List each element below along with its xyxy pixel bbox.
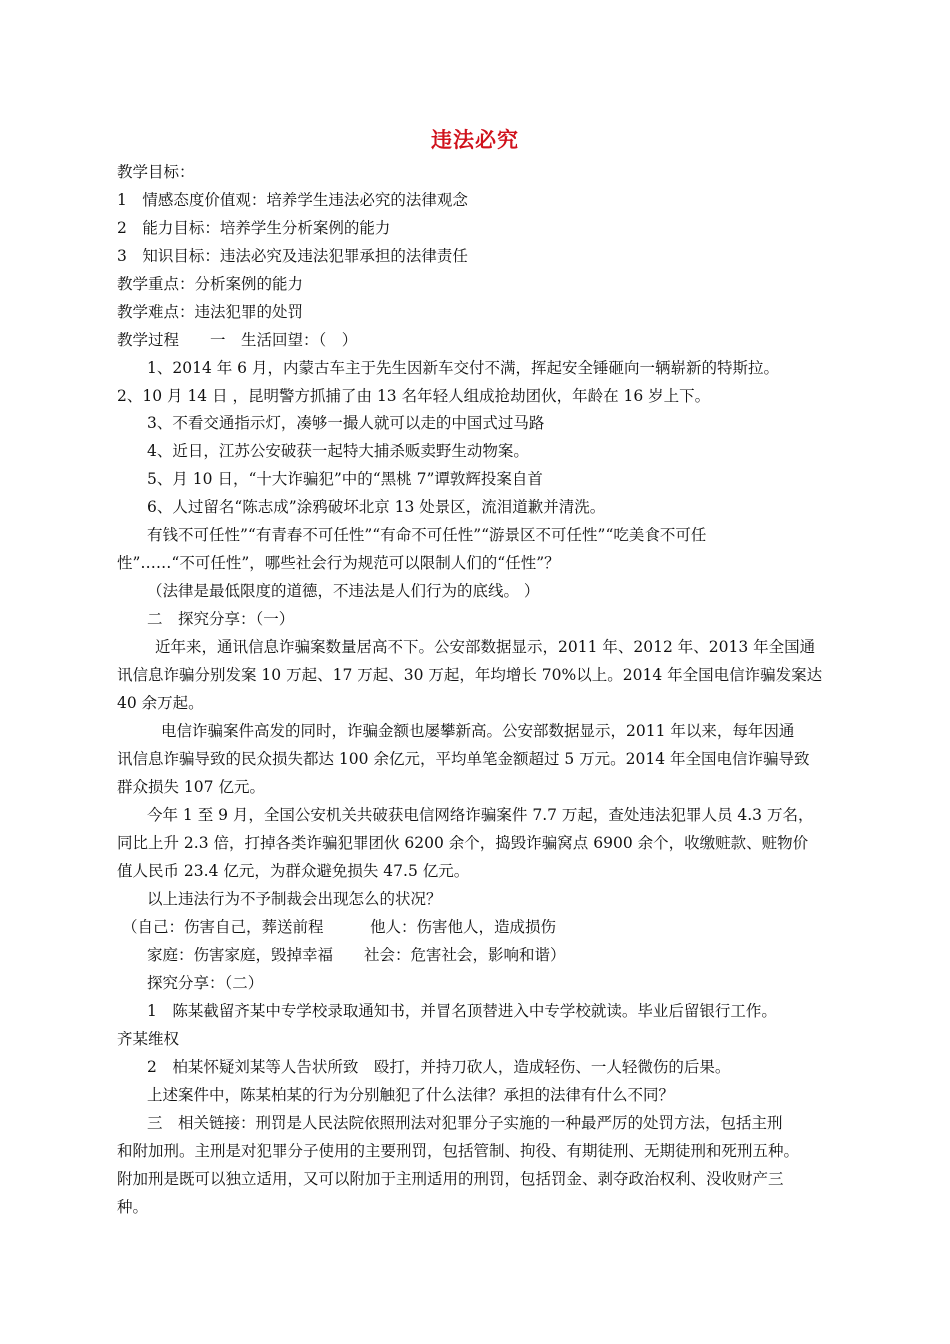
text-line: 3 知识目标：违法必究及违法犯罪承担的法律责任 [117, 247, 468, 265]
text-line: 同比上升 2.3 倍，打掉各类诈骗犯罪团伙 6200 余个，捣毁诈骗窝点 6900 余个，收缴赃款、赃物价 [117, 834, 809, 852]
text-line: 二 探究分享：（一） [147, 610, 295, 628]
text-line: 4、近日，江苏公安破获一起特大捕杀贩卖野生动物案。 [147, 442, 529, 460]
text-line: 5、月 10 日，“十大诈骗犯”中的“黑桃 7”谭敦辉投案自首 [147, 470, 543, 488]
text-line: 1 陈某截留齐某中专学校录取通知书，并冒名顶替进入中专学校就读。毕业后留银行工作。 [147, 1002, 777, 1020]
text-line: 家庭：伤害家庭，毁掉幸福 社会：危害社会，影响和谐） [147, 946, 566, 964]
text-line: 3、不看交通指示灯，凑够一撮人就可以走的中国式过马路 [147, 414, 545, 432]
text-line: 三 相关链接：刑罚是人民法院依照刑法对犯罪分子实施的一种最严厉的处罚方法，包括主刑 [147, 1114, 783, 1132]
text-line: （自己：伤害自己，葬送前程 他人：伤害他人，造成损伤 [122, 918, 557, 936]
text-line: 6、人过留名“陈志成”涂鸦破坏北京 13 处景区，流泪道歉并清洗。 [147, 498, 606, 516]
text-line: 教学目标： [117, 163, 195, 181]
document-title: 违法必究 [431, 128, 519, 152]
text-line: 讯信息诈骗导致的民众损失都达 100 余亿元，平均单笔金额超过 5 万元。2014 年全国电信诈骗导致 [117, 750, 810, 768]
text-line: 种。 [117, 1198, 149, 1216]
text-line: 2 能力目标：培养学生分析案例的能力 [117, 219, 391, 237]
text-line: 2 柏某怀疑刘某等人告状所致 殴打，并持刀砍人，造成轻伤、一人轻微伤的后果。 [147, 1058, 731, 1076]
text-line: 和附加刑。主刑是对犯罪分子使用的主要刑罚，包括管制、拘役、有期徒刑、无期徒刑和死刑五种。 [117, 1142, 800, 1160]
text-line: 齐某维权 [117, 1030, 180, 1048]
text-line: 今年 1 至 9 月，全国公安机关共破获电信网络诈骗案件 7.7 万起，查处违法犯罪人员 4.3 万名， [147, 806, 814, 824]
text-line: 1 情感态度价值观：培养学生违法必究的法律观念 [117, 191, 468, 209]
text-line: 讯信息诈骗分别发案 10 万起、17 万起、30 万起，年均增长 70%以上。2014 年全国电信诈骗发案达 [117, 666, 823, 684]
text-line: 附加刑是既可以独立适用，又可以附加于主刑适用的刑罚，包括罚金、剥夺政治权利、没收财产三 [117, 1170, 784, 1188]
text-line: 群众损失 107 亿元。 [117, 778, 265, 796]
text-line: 以上违法行为不予制裁会出现怎么的状况？ [147, 890, 442, 908]
text-line: 教学难点：违法犯罪的处罚 [117, 303, 304, 321]
text-line: 值人民币 23.4 亿元，为群众避免损失 47.5 亿元。 [117, 862, 470, 880]
text-line: 有钱不可任性”“有青春不可任性”“有命不可任性”“游景区不可任性”“吃美食不可任 [147, 526, 707, 544]
text-line: （法律是最低限度的道德，不违法是人们行为的底线。 ） [147, 582, 540, 600]
text-line: 性”……“不可任性”，哪些社会行为规范可以限制人们的“任性”？ [117, 554, 560, 572]
text-line: 教学过程 一 生活回望：（ ） [117, 331, 358, 349]
text-line: 1、2014 年 6 月，内蒙古车主于先生因新车交付不满，挥起安全锤砸向一辆崭新的特斯拉。 [147, 359, 779, 377]
text-line: 上述案件中，陈某柏某的行为分别触犯了什么法律？承担的法律有什么不同？ [147, 1086, 675, 1104]
text-line: 近年来，通讯信息诈骗案数量居高不下。公安部数据显示，2011 年、2012 年、2013 年全国通 [155, 638, 816, 656]
text-line: 2、10 月 14 日 ，昆明警方抓捕了由 13 名年轻人组成抢劫团伙，年龄在 16 岁上下。 [117, 387, 711, 405]
text-line: 电信诈骗案件高发的同时，诈骗金额也屡攀新高。公安部数据显示，2011 年以来，每年因通 [161, 722, 795, 740]
text-line: 教学重点：分析案例的能力 [117, 275, 304, 293]
text-line: 40 余万起。 [117, 694, 204, 712]
text-line: 探究分享：（二） [147, 974, 264, 992]
